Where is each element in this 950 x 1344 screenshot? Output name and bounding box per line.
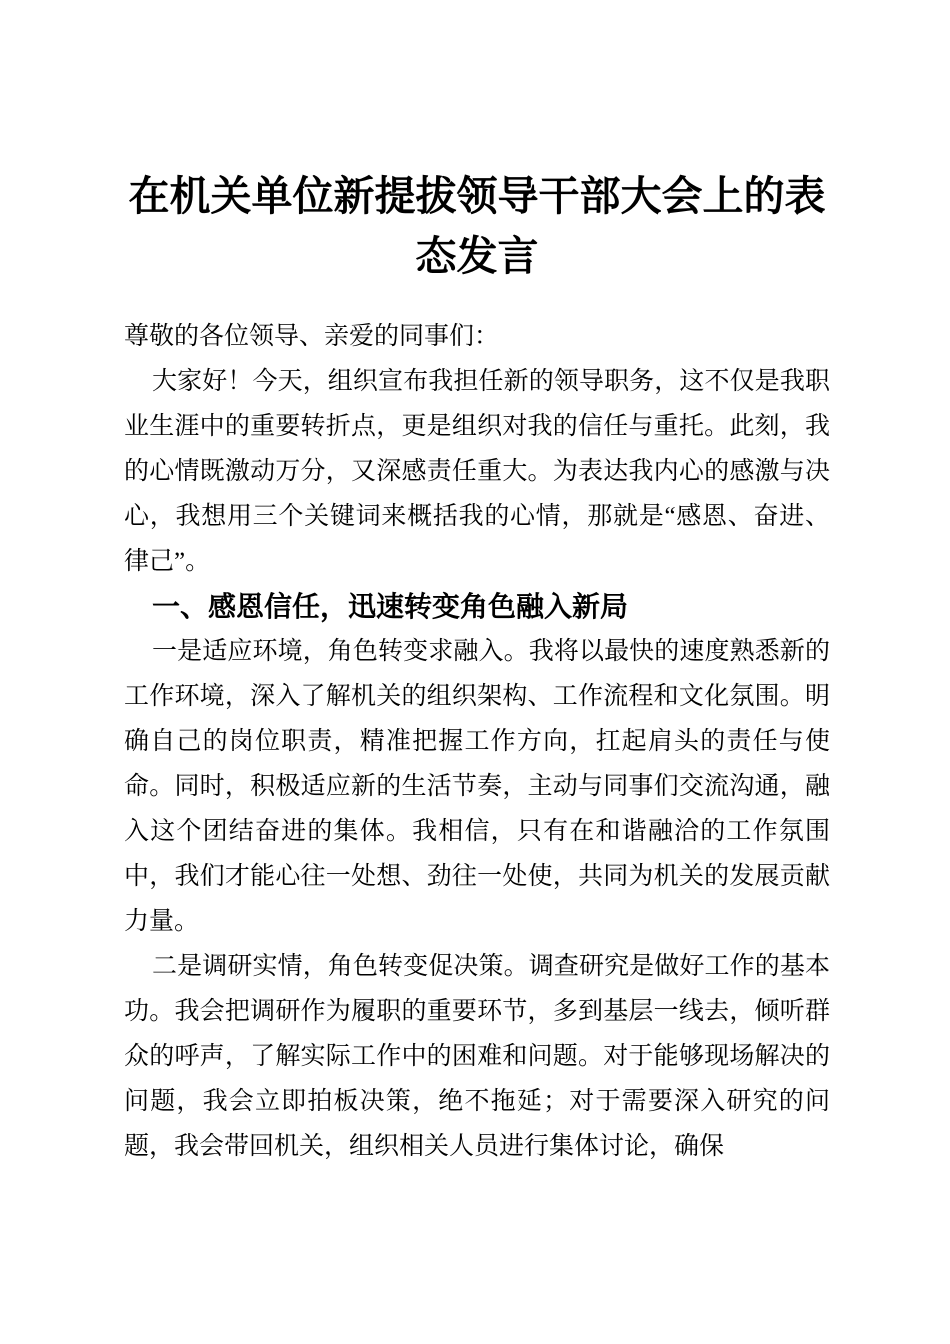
greeting-line: 尊敬的各位领导、亲爱的同事们： — [124, 323, 500, 350]
document-body — [124, 166, 830, 1169]
document-title: 在机关单位新提拔领导干部大会上的表态发言 — [128, 173, 826, 279]
section-heading-1: 一、感恩信任，迅速转变角色融入新局 — [152, 591, 629, 622]
intro-paragraph: 大家好！今天，组织宣布我担任新的领导职务，这不仅是我职业生涯中的重要转折点，更是组织对我的信任与重托。此刻，我的心情既激动万分，又深感责任重大。为表达我内心的感激与决心，我想用三个关键词来概括我的心情，那就是“感恩、奋进、律己”。 — [124, 368, 830, 575]
paragraph-point-2: 二是调研实情，角色转变促决策。调查研究是做好工作的基本功。我会把调研作为履职的重要环节，多到基层一线去，倾听群众的呼声，了解实际工作中的困难和问题。对于能够现场解决的问题，我会立即拍板决策，绝不拖延；对于需要深入研究的问题，我会带回机关，组织相关人员进行集体讨论，确保 — [124, 953, 830, 1160]
paragraph-point-1: 一是适应环境，角色转变求融入。我将以最快的速度熟悉新的工作环境，深入了解机关的组织架构、工作流程和文化氛围。明确自己的岗位职责，精准把握工作方向，扛起肩头的责任与使命。同时，积极适应新的生活节奏，主动与同事们交流沟通，融入这个团结奋进的集体。我相信，只有在和谐融洽的工作氛围中，我们才能心往一处想、劲往一处使，共同为机关的发展贡献力量。 — [124, 638, 830, 935]
